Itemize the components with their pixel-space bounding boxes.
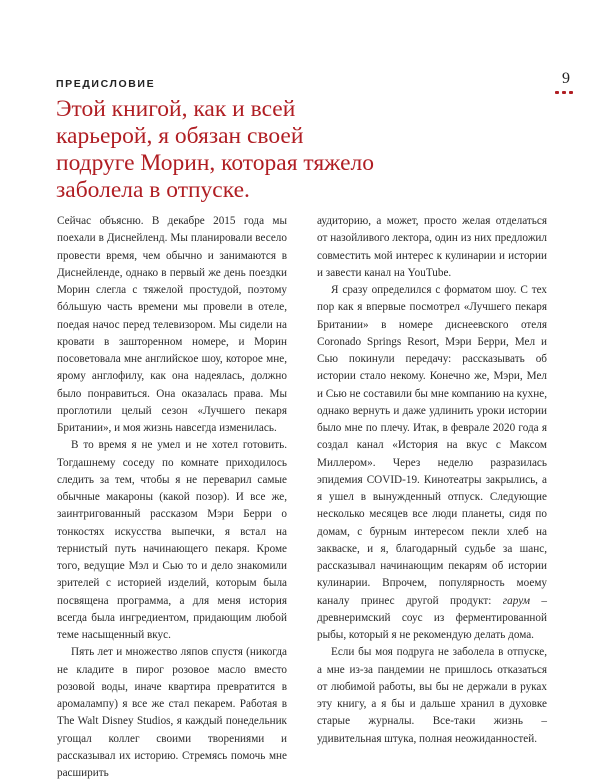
paragraph: [317, 282, 547, 644]
paragraph: аудиторию, а может, просто желая отделаться от назойливого лектора, один из них предложил совместить мой интерес к кулинарии и истории и завести канал на YouTube.: [317, 215, 547, 279]
paragraph: Сейчас объясню. В декабре 2015 года мы поехали в Диснейленд. Мы планировали весело провести время, чем обычно и занимаются в Диснейленде, однако в первый же день поездки Морин слегла с тяжелой простудой, поэтому бóльшую часть времени мы провели в отеле, поедая начос перед телевизором. Мы сидели на кровати в зашторенном номере, и Морин посоветовала мне английское шоу, которое мне, ярому англофилу, как она надеялась, должно было понравиться. Она оказалась права. Мы проглотили целый сезон «Лучшего пекаря Британии», и моя жизнь навсегда изменилась.: [57, 215, 287, 434]
paragraph-text: Я сразу определился с форматом шоу. С тех пор как я впервые посмотрел «Лучшего пекаря Британии» в номере диснеевского отеля Coronado Springs Resort, Мэри Берри, Мел и Сью покинули передачу: рассказывать об истории стало некому. Конечно же, Мэри, Мел и Сью не составили бы мне компанию на кухне, однако вернуть и даже удлинить уроки истории было мне по плечу. Итак, в феврале 2020 года я создал канал «История на вкус с Максом Миллером». Через неделю разразилась эпидемия COVID-19. Кинотеатры закрылись, а я ушел в вынужденный отпуск. Следующие несколько месяцев все люди планеты, сидя по домам, с бурным интересом пекли хлеб на закваске, и я, благодарный судьбе за шанс, рассказывал начинающим пекарям об истории кулинарии. Впрочем, популярность моему каналу принес другой продукт:: [317, 284, 547, 607]
paragraph: Если бы моя подруга не заболела в отпуске, а мне из-за пандемии не пришлось отказаться от любимой работы, вы бы не держали в руках эту книгу, а я бы и дальше хранил в духовке старые журналы. Все-таки жизнь – удивительная штука, полная неожиданностей.: [317, 646, 547, 745]
page-number-ornament: [555, 91, 573, 95]
left-text-column: [57, 213, 287, 782]
italic-term: гарум: [502, 594, 531, 607]
right-text-column: [317, 213, 547, 748]
section-label: ПРЕДИСЛОВИЕ: [56, 78, 156, 90]
paragraph: В то время я не умел и не хотел готовить. Тогдашнему соседу по комнате приходилось следить за тем, чтобы я не переварил самые обычные макароны (какой позор). И все же, заинтригованный рассказом Мэри Берри о тонкостях искусства выпечки, я встал на тернистый путь начинающего пекаря. Кроме того, ведущие Мэл и Сью то и дело знакомили зрителей с историей изделий, которым была посвящена программа, а для меня история всегда была ингредиентом, придающим любой теме насыщенный вкус.: [57, 439, 287, 641]
paragraph-text: – древнеримский соус из ферментированной рыбы, который я не рекомендую делать дома.: [317, 594, 548, 641]
paragraph: Пять лет и множество ляпов спустя (никогда не кладите в пирог розовое масло вместо розовой воды, иначе квартира превратится в аромалампу) я все же стал пекарем. Работая в The Walt Disney Studios, я каждый понедельник угощал коллег своими творениями и рассказывал их историю. Стремясь помочь мне расширить: [57, 646, 287, 779]
page-headline: Этой книгой, как и всей карьерой, я обязан своей подруге Морин, которая тяжело заболела в отпуске.: [56, 96, 374, 203]
page-number: 9: [562, 70, 570, 87]
